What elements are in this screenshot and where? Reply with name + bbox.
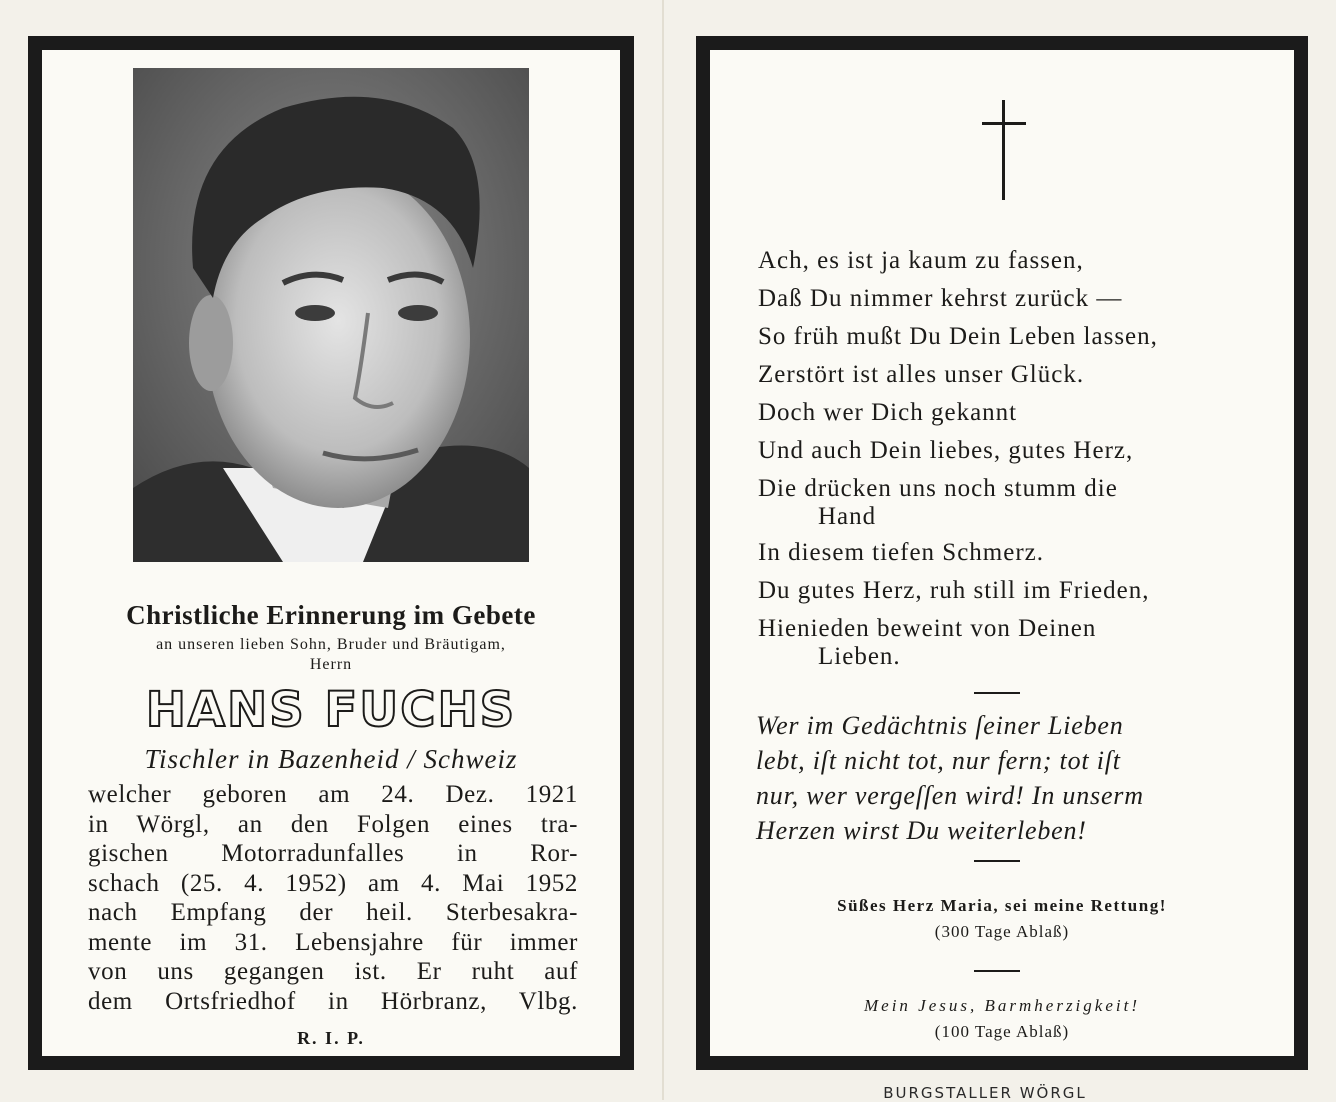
bio-line: mente im 31. Lebensjahre für immer — [88, 928, 578, 956]
bio-line: welcher geboren am 24. Dez. 1921 — [88, 781, 578, 808]
quote-line: nur, wer vergeſſen wird! In unserm — [756, 781, 1144, 810]
quote-line: Herzen wirst Du weiterleben! — [756, 816, 1087, 845]
poem-line: Und auch Dein liebes, gutes Herz, — [758, 437, 1134, 464]
deceased-name: HANS FUCHS — [145, 682, 517, 738]
memorial-subline: an unseren lieben Sohn, Bruder und Bräutigam, — [156, 636, 506, 653]
indulgence-note: (100 Tage Ablaß) — [934, 1022, 1070, 1041]
bio-line: dem Ortsfriedhof in Hörbranz, Vlbg. — [88, 987, 578, 1015]
poem-line: Die drücken uns noch stumm die — [758, 475, 1118, 502]
poem-line: Lieben. — [818, 643, 901, 670]
poem-line: Hand — [818, 503, 877, 530]
poem-line: So früh mußt Du Dein Leben lassen, — [758, 323, 1158, 350]
bio-line: nach Empfang der heil. Sterbesakra- — [88, 899, 578, 926]
deceased-occupation: Tischler in Bazenheid / Schweiz — [144, 744, 518, 774]
poem-line: Zerstört ist alles unser Glück. — [758, 361, 1085, 388]
poem-line: Doch wer Dich gekannt — [758, 399, 1018, 426]
prayer-line: Süßes Herz Maria, sei meine Rettung! — [837, 896, 1167, 915]
card-fold — [662, 0, 664, 1100]
memorial-card-back — [696, 36, 1308, 1070]
poem-line: Hienieden beweint von Deinen — [758, 615, 1097, 642]
poem-line: Ach, es ist ja kaum zu fassen, — [758, 247, 1084, 274]
rip-text: R. I. P. — [297, 1028, 365, 1048]
poem-line: Du gutes Herz, ruh still im Frieden, — [758, 577, 1150, 604]
memorial-poem — [758, 242, 1258, 674]
quote-line: Wer im Gedächtnis ſeiner Lieben — [756, 711, 1124, 740]
separator-dash — [974, 860, 1020, 862]
memorial-quote — [756, 708, 1256, 848]
poem-line: In diesem tiefen Schmerz. — [758, 539, 1045, 566]
memorial-honorific: Herrn — [309, 656, 353, 673]
prayer-line: Mein Jesus, Barmherzigkeit! — [864, 996, 1140, 1015]
bio-line: von uns gegangen ist. Er ruht auf — [88, 958, 578, 985]
portrait-photo — [133, 68, 529, 562]
indulgence-note: (300 Tage Ablaß) — [934, 922, 1070, 941]
biography-text — [88, 780, 578, 1016]
bio-line: schach (25. 4. 1952) am 4. Mai 1952 — [88, 869, 578, 897]
cross-icon — [980, 100, 1028, 200]
poem-line: Daß Du nimmer kehrst zurück — — [758, 285, 1123, 312]
bio-line: in Wörgl, an den Folgen eines tra- — [88, 810, 578, 838]
separator-dash — [974, 970, 1020, 972]
printer-mark: BURGSTALLER WÖRGL — [883, 1084, 1087, 1102]
separator-dash — [974, 692, 1020, 694]
memorial-card-front — [28, 36, 634, 1070]
bio-line: gischen Motorradunfalles in Ror- — [88, 840, 578, 867]
memorial-heading: Christliche Erinnerung im Gebete — [126, 600, 536, 630]
quote-line: lebt, iſt nicht tot, nur fern; tot iſt — [756, 746, 1121, 775]
